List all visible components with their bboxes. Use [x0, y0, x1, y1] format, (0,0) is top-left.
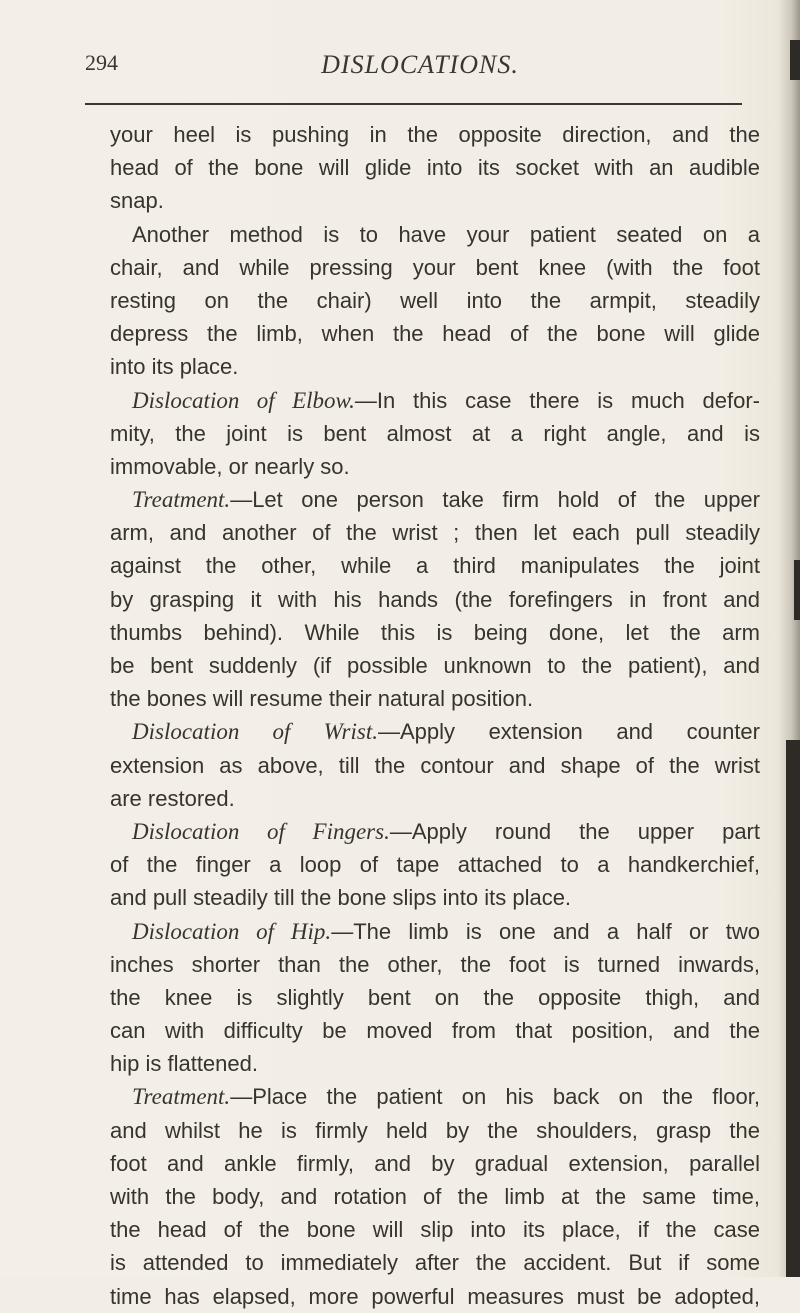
text-line: is attended to immediately after the accident. But if some [110, 1250, 760, 1276]
text-line: against the other, while a third manipulates the joint [110, 553, 760, 579]
text-line: into its place. [110, 354, 239, 380]
body-text [110, 118, 760, 1313]
text-line: time has elapsed, more powerful measures must be adopted, [110, 1283, 760, 1309]
section-heading: Dislocation of Hip. [132, 918, 332, 944]
text-line: arm, and another of the wrist ; then let each pull steadily [110, 520, 760, 546]
text-line: the knee is slightly bent on the opposite thigh, and [110, 984, 760, 1010]
text-line: of the finger a loop of tape attached to a handkerchief, [110, 852, 760, 878]
text-line: the head of the bone will slip into its place, if the case [110, 1217, 760, 1243]
section-heading-line: Dislocation of Wrist.—Apply extension and counter [132, 719, 760, 745]
text-line: resting on the chair) well into the armpit, steadily [110, 287, 760, 313]
header-rule [85, 103, 742, 105]
section-heading-line: Dislocation of Elbow.—In this case there is much defor- [132, 387, 760, 413]
text-line: foot and ankle firmly, and by gradual extension, parallel [110, 1150, 760, 1176]
section-heading: Dislocation of Wrist. [132, 719, 378, 745]
section-heading: Treatment. [132, 487, 231, 513]
text-line: immovable, or nearly so. [110, 453, 350, 479]
text-line: and whilst he is firmly held by the shoulders, grasp the [110, 1117, 760, 1143]
section-heading: Treatment. [132, 1084, 231, 1110]
text-line: thumbs behind). While this is being done, let the arm [110, 619, 760, 645]
text-line: and pull steadily till the bone slips into its place. [110, 885, 572, 911]
section-heading: Dislocation of Fingers. [132, 818, 390, 844]
text-line: be bent suddenly (if possible unknown to the patient), and [110, 653, 760, 678]
text-line: Another method is to have your patient seated on a [132, 221, 760, 247]
section-heading: Dislocation of Elbow. [132, 387, 355, 413]
text-line: inches shorter than the other, the foot is turned inwards, [110, 951, 760, 977]
text-line: chair, and while pressing your bent knee (with the foot [110, 254, 760, 280]
text-line: your heel is pushing in the opposite direction, and the [110, 122, 760, 147]
text-line: head of the bone will glide into its socket with an audible [110, 155, 760, 181]
section-heading-line: Treatment.—Place the patient on his back on the floor, [132, 1084, 760, 1110]
page-number: 294 [85, 50, 118, 75]
section-heading-line: Dislocation of Fingers.—Apply round the upper part [132, 818, 760, 844]
text-line: mity, the joint is bent almost at a right angle, and is [110, 420, 760, 446]
page-edge-dark-strip [786, 740, 800, 1277]
text-line: with the body, and rotation of the limb at the same time, [110, 1184, 760, 1209]
text-line: are restored. [110, 785, 235, 811]
running-head: DISLOCATIONS. [321, 50, 519, 79]
page-edge-dark-strip [794, 560, 800, 620]
text-line: hip is flattened. [110, 1051, 258, 1077]
section-heading-line: Treatment.—Let one person take firm hold of the upper [132, 487, 760, 513]
text-line: extension as above, till the contour and shape of the wrist [110, 752, 760, 778]
section-heading-line: Dislocation of Hip.—The limb is one and a half or two [132, 918, 760, 944]
text-line: depress the limb, when the head of the bone will glide [110, 321, 760, 347]
text-line: the bones will resume their natural position. [110, 686, 534, 712]
text-line: by grasping it with his hands (the forefingers in front and [110, 586, 760, 612]
text-line: snap. [110, 188, 164, 214]
text-line: can with difficulty be moved from that position, and the [110, 1018, 760, 1044]
